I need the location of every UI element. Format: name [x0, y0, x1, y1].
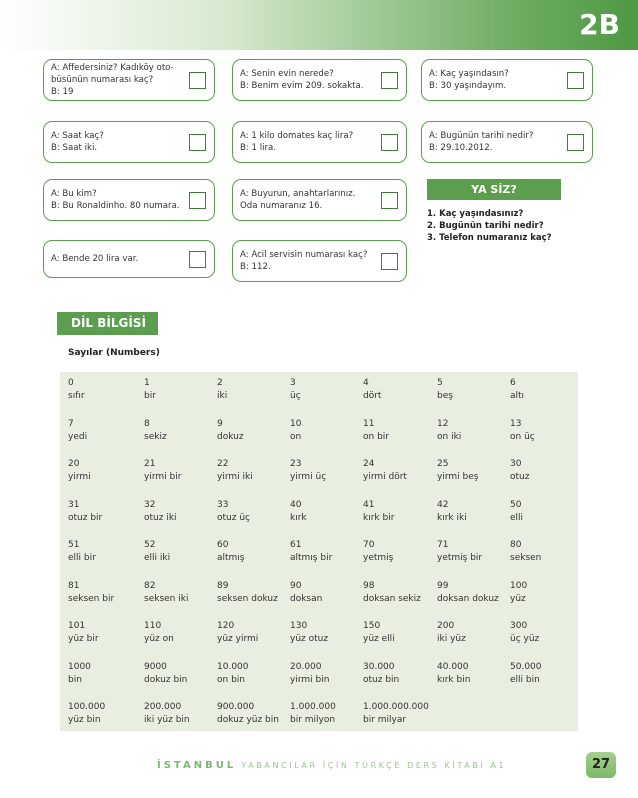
number-cell — [144, 418, 167, 444]
number-cell — [363, 539, 393, 565]
number-cell — [217, 539, 245, 565]
number-digit: 100 — [510, 580, 528, 591]
grammar-title: DİL BİLGİSİ — [57, 312, 158, 335]
number-word: elli — [510, 512, 524, 523]
dialog-text — [240, 68, 370, 92]
number-word: yüz on — [144, 634, 174, 644]
number-word: seksen — [510, 553, 542, 563]
number-word: otuz — [510, 472, 530, 482]
number-digit: 0 — [68, 378, 74, 388]
number-cell — [510, 580, 527, 606]
number-word: altı — [510, 391, 525, 401]
number-digit: 5 — [437, 378, 443, 388]
answer-checkbox[interactable] — [189, 134, 206, 151]
answer-checkbox[interactable] — [381, 253, 398, 270]
number-cell — [437, 661, 470, 687]
number-cell — [144, 620, 174, 646]
dialog-line: B: 29.10.2012. — [429, 142, 493, 153]
number-cell — [437, 620, 466, 646]
number-cell — [290, 458, 326, 484]
dialog-box — [232, 121, 407, 163]
number-digit: 80 — [510, 540, 522, 550]
number-cell — [290, 418, 301, 444]
dialog-line: A: Kaç yaşındasın? — [429, 68, 509, 79]
number-cell — [144, 539, 170, 565]
number-cell — [363, 701, 429, 727]
number-digit: 101 — [68, 621, 86, 631]
number-word: otuz bin — [363, 674, 400, 685]
number-word: altmış bir — [290, 553, 333, 563]
number-cell — [363, 580, 421, 606]
number-digit: 98 — [363, 580, 375, 591]
footer-title — [157, 760, 506, 771]
number-word: iki — [217, 391, 228, 401]
header-banner — [0, 0, 638, 50]
number-digit: 3 — [290, 378, 296, 388]
number-digit: 82 — [144, 580, 156, 591]
footer-istanbul: İSTANBUL — [157, 760, 237, 771]
number-word: bir — [144, 391, 156, 401]
dialog-line: A: Bugünün tarihi nedir? — [429, 130, 534, 141]
number-word: bin — [68, 674, 82, 685]
number-digit: 61 — [290, 540, 302, 550]
number-digit: 20.000 — [290, 661, 322, 672]
number-word: iki yüz — [437, 634, 466, 644]
number-digit: 51 — [68, 540, 80, 550]
number-word: altmış — [217, 553, 245, 563]
number-digit: 4 — [363, 378, 369, 388]
ya-siz-question: 1. Kaç yaşındasınız? — [427, 209, 524, 219]
number-digit: 71 — [437, 540, 449, 550]
number-digit: 100.000 — [68, 702, 106, 712]
number-cell — [217, 661, 249, 687]
dialog-line: B: Bu Ronaldinho. 80 numara. — [51, 200, 180, 211]
number-digit: 150 — [363, 621, 381, 631]
number-word: yirmi iki — [217, 472, 253, 482]
number-cell — [510, 458, 529, 484]
number-cell — [363, 377, 381, 403]
number-word: beş — [437, 391, 453, 401]
dialog-text — [51, 62, 178, 98]
number-cell — [510, 539, 541, 565]
answer-checkbox[interactable] — [189, 192, 206, 209]
number-cell — [68, 701, 105, 727]
number-digit: 20 — [68, 459, 80, 469]
answer-checkbox[interactable] — [381, 134, 398, 151]
number-word: yedi — [68, 431, 88, 442]
number-digit: 11 — [363, 418, 375, 429]
number-word: seksen bir — [68, 593, 115, 604]
number-word: sıfır — [68, 391, 85, 401]
number-cell — [437, 418, 461, 444]
number-digit: 30 — [510, 459, 522, 469]
number-digit: 99 — [437, 580, 449, 591]
number-word: yirmi — [68, 472, 91, 482]
number-digit: 52 — [144, 540, 156, 550]
dialog-text — [240, 249, 370, 273]
number-word: yüz — [510, 593, 526, 604]
number-cell — [290, 580, 322, 606]
number-word: sekiz — [144, 431, 167, 442]
number-word: bir milyon — [290, 715, 336, 725]
ya-siz-title: YA SİZ? — [427, 179, 561, 200]
number-digit: 81 — [68, 580, 80, 591]
number-digit: 50.000 — [510, 661, 542, 672]
number-digit: 1000 — [68, 661, 91, 672]
number-cell — [290, 701, 336, 727]
dialog-line: B: 1 lira. — [240, 142, 277, 153]
number-cell — [217, 377, 227, 403]
number-word: otuz üç — [217, 512, 250, 523]
number-digit: 120 — [217, 621, 235, 631]
number-digit: 900.000 — [217, 702, 255, 712]
number-digit: 22 — [217, 459, 229, 469]
number-cell — [217, 458, 253, 484]
number-digit: 1.000.000 — [290, 702, 336, 712]
number-cell — [144, 377, 156, 403]
number-digit: 25 — [437, 459, 449, 469]
dialog-line: A: Bu kim? — [51, 188, 97, 199]
number-cell — [290, 377, 301, 403]
number-digit: 70 — [363, 540, 375, 550]
number-cell — [68, 458, 91, 484]
number-digit: 42 — [437, 499, 449, 510]
answer-checkbox[interactable] — [567, 134, 584, 151]
dialog-text — [51, 188, 178, 212]
number-cell — [68, 539, 96, 565]
number-word: kırk bin — [437, 674, 471, 685]
number-word: dört — [363, 391, 382, 401]
ya-siz-questions — [427, 208, 552, 244]
dialog-box — [43, 121, 215, 163]
dialog-line: A: Senin evin nerede? — [240, 68, 334, 79]
number-word: on üç — [510, 431, 535, 442]
number-cell — [363, 458, 407, 484]
number-word: yetmiş — [363, 553, 394, 563]
number-cell — [363, 620, 395, 646]
number-word: yüz bin — [68, 715, 101, 725]
number-digit: 50 — [510, 499, 522, 510]
number-word: yirmi bin — [290, 674, 330, 685]
number-word: on bir — [363, 431, 389, 442]
number-cell — [144, 580, 188, 606]
dialog-box — [232, 179, 407, 221]
number-cell — [290, 499, 307, 525]
number-word: dokuz yüz bin — [217, 715, 279, 725]
dialog-text — [240, 130, 370, 154]
number-digit: 30.000 — [363, 661, 395, 672]
number-cell — [217, 418, 244, 444]
dialog-text — [51, 130, 178, 154]
dialog-line: A: 1 kilo domates kaç lira? — [240, 130, 354, 141]
dialog-box — [421, 59, 593, 101]
number-cell — [510, 661, 542, 687]
number-word: bir milyar — [363, 715, 407, 725]
dialog-line: A: Bende 20 lira var. — [51, 253, 139, 264]
dialog-text — [429, 130, 556, 154]
number-word: yirmi beş — [437, 472, 479, 482]
number-digit: 9 — [217, 418, 223, 429]
number-cell — [290, 661, 329, 687]
number-cell — [363, 418, 389, 444]
number-word: elli bin — [510, 674, 540, 685]
number-cell — [290, 539, 332, 565]
number-cell — [68, 499, 102, 525]
ya-siz-question: 3. Telefon numaranız kaç? — [427, 233, 552, 243]
number-word: dokuz bin — [144, 674, 188, 685]
page-number: 27 — [586, 752, 616, 778]
ya-siz-question: 2. Bugünün tarihi nedir? — [427, 221, 544, 231]
number-word: yüz yirmi — [217, 634, 259, 644]
number-cell — [68, 418, 87, 444]
dialog-box — [232, 240, 407, 282]
dialog-box — [43, 59, 215, 101]
dialog-line: Oda numaranız 16. — [240, 200, 323, 211]
number-digit: 33 — [217, 499, 229, 510]
answer-checkbox[interactable] — [381, 72, 398, 89]
number-cell — [217, 499, 250, 525]
number-digit: 24 — [363, 459, 375, 469]
dialog-line: A: Buyurun, anahtarlarınız. — [240, 188, 356, 199]
number-word: yirmi dört — [363, 472, 407, 482]
number-word: dokuz — [217, 431, 244, 442]
number-word: yirmi üç — [290, 472, 327, 482]
answer-checkbox[interactable] — [189, 72, 206, 89]
dialog-line: A: Saat kaç? — [51, 130, 104, 141]
number-cell — [437, 377, 453, 403]
number-cell — [510, 418, 535, 444]
number-cell — [217, 620, 258, 646]
number-cell — [437, 539, 482, 565]
number-digit: 1.000.000.000 — [363, 702, 429, 712]
number-digit: 89 — [217, 580, 229, 591]
number-cell — [510, 499, 523, 525]
dialog-box — [43, 179, 215, 221]
number-digit: 110 — [144, 621, 162, 631]
number-digit: 32 — [144, 499, 156, 510]
number-word: yüz otuz — [290, 634, 329, 644]
dialog-text — [429, 68, 556, 92]
number-digit: 1 — [144, 378, 150, 388]
number-digit: 6 — [510, 378, 516, 388]
number-word: kırk bir — [363, 512, 395, 523]
number-cell — [68, 661, 91, 687]
number-word: yetmiş bir — [437, 553, 483, 563]
number-word: yüz bir — [68, 634, 99, 644]
number-word: otuz bir — [68, 512, 103, 523]
dialog-line: B: 112. — [240, 261, 271, 272]
dialog-line: B: 19 — [51, 87, 74, 97]
number-cell — [437, 580, 499, 606]
number-word: doksan dokuz — [437, 593, 499, 604]
number-cell — [68, 620, 99, 646]
numbers-table — [60, 372, 578, 731]
dialog-line: büsünün numarası kaç? — [51, 75, 154, 85]
dialog-box — [43, 240, 215, 278]
number-digit: 200 — [437, 621, 455, 631]
number-word: doksan — [290, 593, 323, 604]
number-digit: 300 — [510, 621, 528, 631]
number-word: doksan sekiz — [363, 593, 421, 604]
number-word: otuz iki — [144, 512, 177, 523]
dialog-line: B: 30 yaşındayım. — [429, 80, 507, 91]
dialog-box — [232, 59, 407, 101]
number-digit: 41 — [363, 499, 375, 510]
number-word: on iki — [437, 431, 462, 442]
number-cell — [144, 499, 177, 525]
number-cell — [144, 458, 181, 484]
dialog-line: A: Affedersiniz? Kadıköy oto- — [51, 63, 174, 73]
number-cell — [68, 377, 85, 403]
number-cell — [363, 661, 399, 687]
number-digit: 23 — [290, 459, 302, 469]
number-word: yirmi bir — [144, 472, 182, 482]
number-digit: 12 — [437, 418, 449, 429]
number-cell — [437, 458, 478, 484]
number-digit: 2 — [217, 378, 223, 388]
answer-checkbox[interactable] — [189, 251, 206, 268]
number-digit: 8 — [144, 418, 150, 429]
number-digit: 10.000 — [217, 661, 249, 672]
footer-book-title: YABANCILAR İÇİN TÜRKÇE DERS KİTABI A1 — [241, 761, 507, 770]
dialog-line: A: Acil servisin numarası kaç? — [240, 249, 368, 260]
number-word: kırk iki — [437, 512, 467, 523]
number-digit: 10 — [290, 418, 302, 429]
grammar-subtitle: Sayılar (Numbers) — [68, 348, 160, 358]
dialog-text — [240, 188, 370, 212]
number-digit: 60 — [217, 540, 229, 550]
number-word: üç yüz — [510, 634, 540, 644]
number-cell — [510, 620, 539, 646]
number-word: seksen dokuz — [217, 593, 278, 604]
number-cell — [437, 499, 467, 525]
dialog-line: B: Benim evim 209. sokakta. — [240, 80, 364, 91]
number-cell — [510, 377, 524, 403]
number-word: iki yüz bin — [144, 715, 190, 725]
number-digit: 200.000 — [144, 702, 182, 712]
number-digit: 40 — [290, 499, 302, 510]
number-word: elli iki — [144, 553, 171, 563]
number-digit: 7 — [68, 418, 74, 429]
number-cell — [290, 620, 328, 646]
number-word: kırk — [290, 512, 307, 523]
dialog-line: B: Saat iki. — [51, 142, 98, 153]
number-cell — [68, 580, 114, 606]
number-cell — [144, 701, 190, 727]
number-word: on bin — [217, 674, 245, 685]
number-digit: 40.000 — [437, 661, 469, 672]
number-cell — [363, 499, 394, 525]
section-id: 2B — [579, 8, 620, 41]
number-word: on — [290, 431, 302, 442]
dialog-box — [421, 121, 593, 163]
number-digit: 13 — [510, 418, 522, 429]
number-cell — [217, 580, 278, 606]
number-digit: 21 — [144, 459, 156, 469]
answer-checkbox[interactable] — [567, 72, 584, 89]
number-digit: 31 — [68, 499, 80, 510]
number-word: elli bir — [68, 553, 96, 563]
number-word: üç — [290, 391, 301, 401]
number-word: seksen iki — [144, 593, 189, 604]
number-cell — [217, 701, 279, 727]
number-word: yüz elli — [363, 634, 395, 644]
number-digit: 130 — [290, 621, 308, 631]
number-cell — [144, 661, 187, 687]
number-digit: 90 — [290, 580, 302, 591]
number-digit: 9000 — [144, 661, 167, 672]
answer-checkbox[interactable] — [381, 192, 398, 209]
dialog-text — [51, 253, 178, 265]
